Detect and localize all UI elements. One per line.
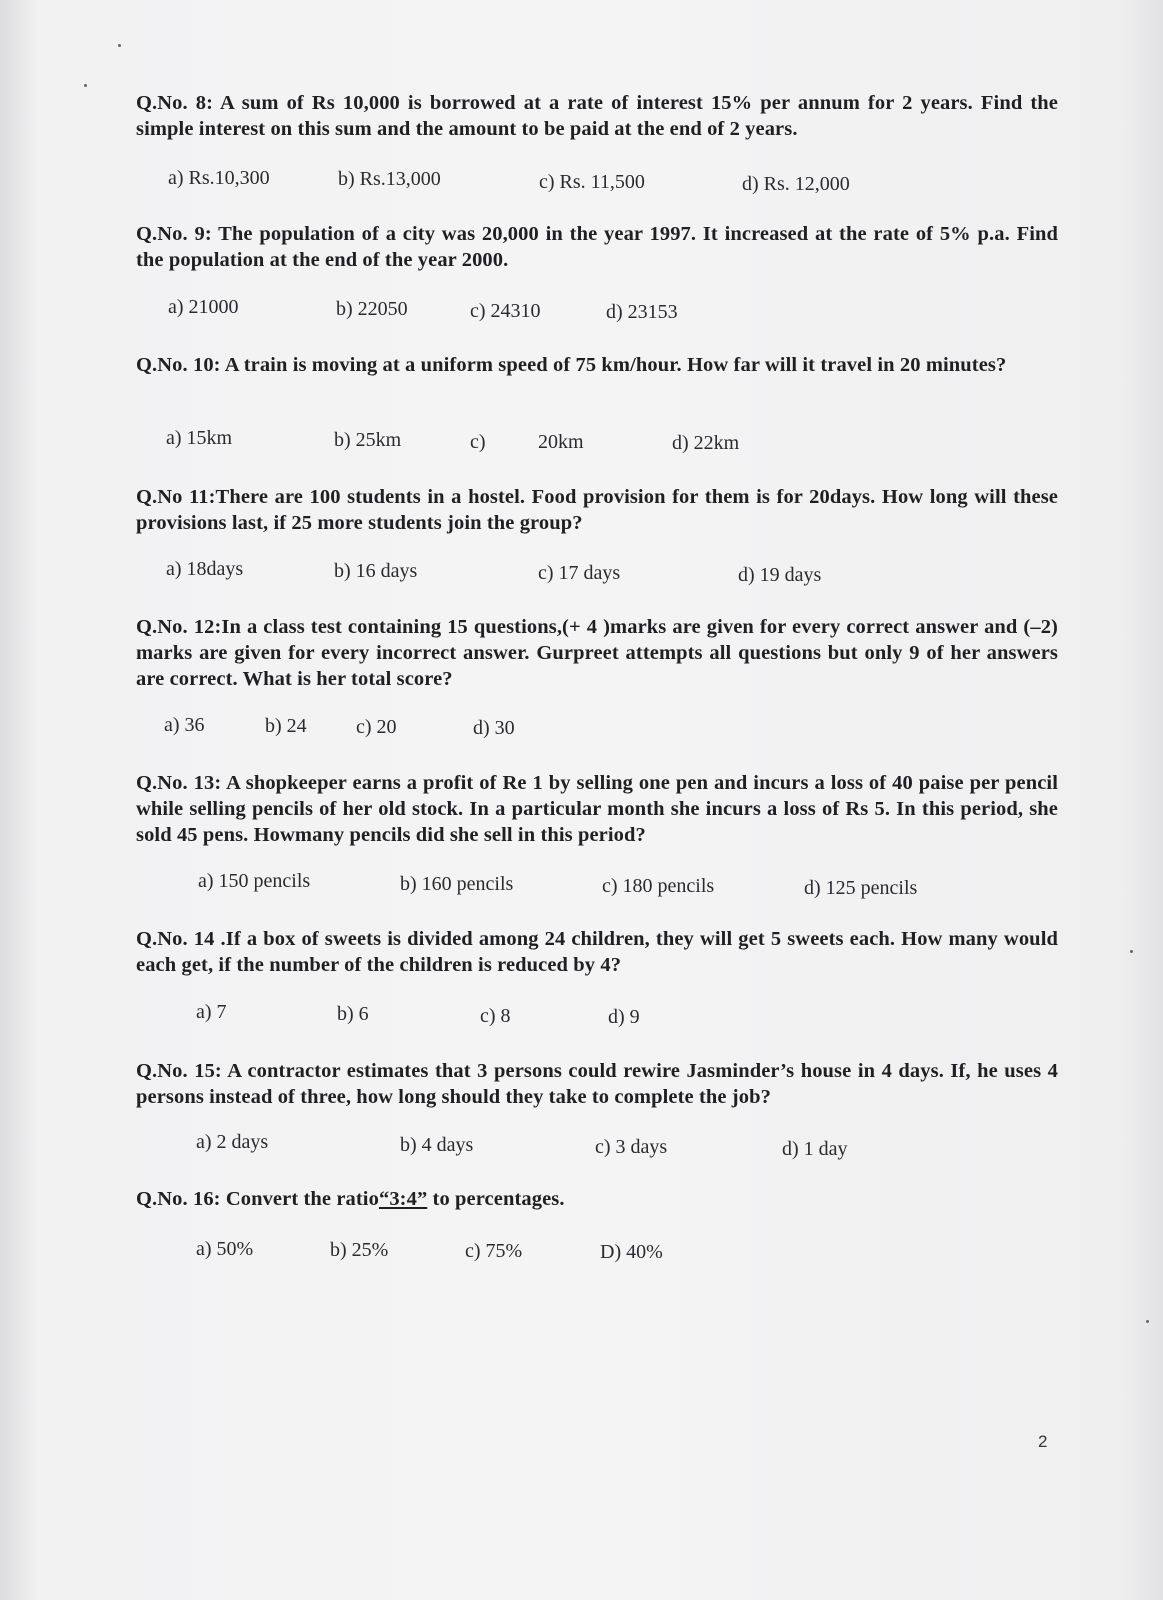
q13-option-c: c) 180 pencils (602, 875, 715, 897)
scan-speck (118, 44, 121, 47)
q16-option-d: D) 40% (600, 1241, 663, 1263)
q13-option-d: d) 125 pencils (804, 877, 918, 899)
q8-option-a: a) Rs.10,300 (168, 167, 270, 189)
q10-option-d: d) 22km (672, 432, 740, 454)
question-9: Q.No. 9: The population of a city was 20,000 in the year 1997. It increased at the rate of 5% p.a. Find the population at the end of the year 2000. (136, 223, 1058, 271)
q10-option-b: b) 25km (334, 429, 402, 451)
question-16 (136, 1186, 1058, 1212)
q8-option-d: d) Rs. 12,000 (742, 173, 850, 195)
q13-option-b: b) 160 pencils (400, 873, 514, 895)
q11-option-d: d) 19 days (738, 564, 822, 586)
q15-option-b: b) 4 days (400, 1134, 474, 1156)
question-10: Q.No. 10: A train is moving at a uniform speed of 75 km/hour. How far will it travel in 20 minutes? (136, 354, 1007, 376)
q12-option-c: c) 20 (356, 716, 397, 738)
question-16-ratio: “3:4” (378, 1188, 428, 1210)
question-8: Q.No. 8: A sum of Rs 10,000 is borrowed at a rate of interest 15% per annum for 2 years. Find the simple interest on this sum and the amount to be paid at the end of 2 years. (136, 92, 1058, 140)
q8-option-c: c) Rs. 11,500 (539, 171, 645, 193)
q14-option-c: c) 8 (480, 1005, 511, 1027)
q12-option-d: d) 30 (473, 717, 515, 739)
question-12: Q.No. 12:In a class test containing 15 questions,(+ 4 )marks are given for every correct answer and (–2) marks are given for every incorrect answer. Gurpreet attempts all questions but only 9 of her answers are correct. What is her total score? (136, 616, 1058, 690)
q15-option-c: c) 3 days (595, 1136, 668, 1158)
page-number: 2 (1038, 1432, 1048, 1451)
q9-option-d: d) 23153 (606, 301, 678, 323)
q10-option-c-value: 20km (538, 431, 584, 453)
question-11: Q.No 11:There are 100 students in a hostel. Food provision for them is for 20days. How long will these provisions last, if 25 more students join the group? (136, 486, 1058, 534)
q11-option-c: c) 17 days (538, 562, 621, 584)
q16-option-a: a) 50% (196, 1238, 254, 1260)
q8-option-b: b) Rs.13,000 (338, 168, 441, 190)
question-13: Q.No. 13: A shopkeeper earns a profit of Re 1 by selling one pen and incurs a loss of 40 paise per pencil while selling pencils of her old stock. In a particular month she incurs a loss of Rs 5. In this period, she sold 45 pens. Howmany pencils did she sell in this period? (136, 772, 1058, 846)
scan-speck (1146, 1320, 1149, 1323)
q15-option-a: a) 2 days (196, 1131, 269, 1153)
q12-option-b: b) 24 (265, 715, 307, 737)
q9-option-c: c) 24310 (470, 300, 541, 322)
question-16-text: Q.No. 16: Convert the ratio (136, 1188, 379, 1210)
scan-speck (84, 84, 87, 87)
question-15: Q.No. 15: A contractor estimates that 3 persons could rewire Jasminder’s house in 4 days. If, he uses 4 persons instead of three, how long should they take to complete the job? (136, 1060, 1058, 1108)
q16-option-c: c) 75% (465, 1240, 523, 1262)
q12-option-a: a) 36 (164, 714, 205, 736)
scan-speck (1130, 950, 1133, 953)
q16-option-b: b) 25% (330, 1239, 389, 1261)
q11-option-b: b) 16 days (334, 560, 418, 582)
q14-option-b: b) 6 (337, 1003, 369, 1025)
q10-option-c: c) (470, 431, 486, 453)
q15-option-d: d) 1 day (782, 1138, 848, 1160)
q14-option-d: d) 9 (608, 1006, 640, 1028)
q10-option-a: a) 15km (166, 427, 233, 449)
q13-option-a: a) 150 pencils (198, 870, 311, 892)
question-16-text-end: to percentages. (427, 1188, 565, 1210)
q14-option-a: a) 7 (196, 1001, 227, 1023)
q11-option-a: a) 18days (166, 558, 244, 580)
question-14: Q.No. 14 .If a box of sweets is divided among 24 children, they will get 5 sweets each. How many would each get, if the number of the children is reduced by 4? (136, 928, 1058, 976)
q9-option-b: b) 22050 (336, 298, 408, 320)
q9-option-a: a) 21000 (168, 296, 239, 318)
